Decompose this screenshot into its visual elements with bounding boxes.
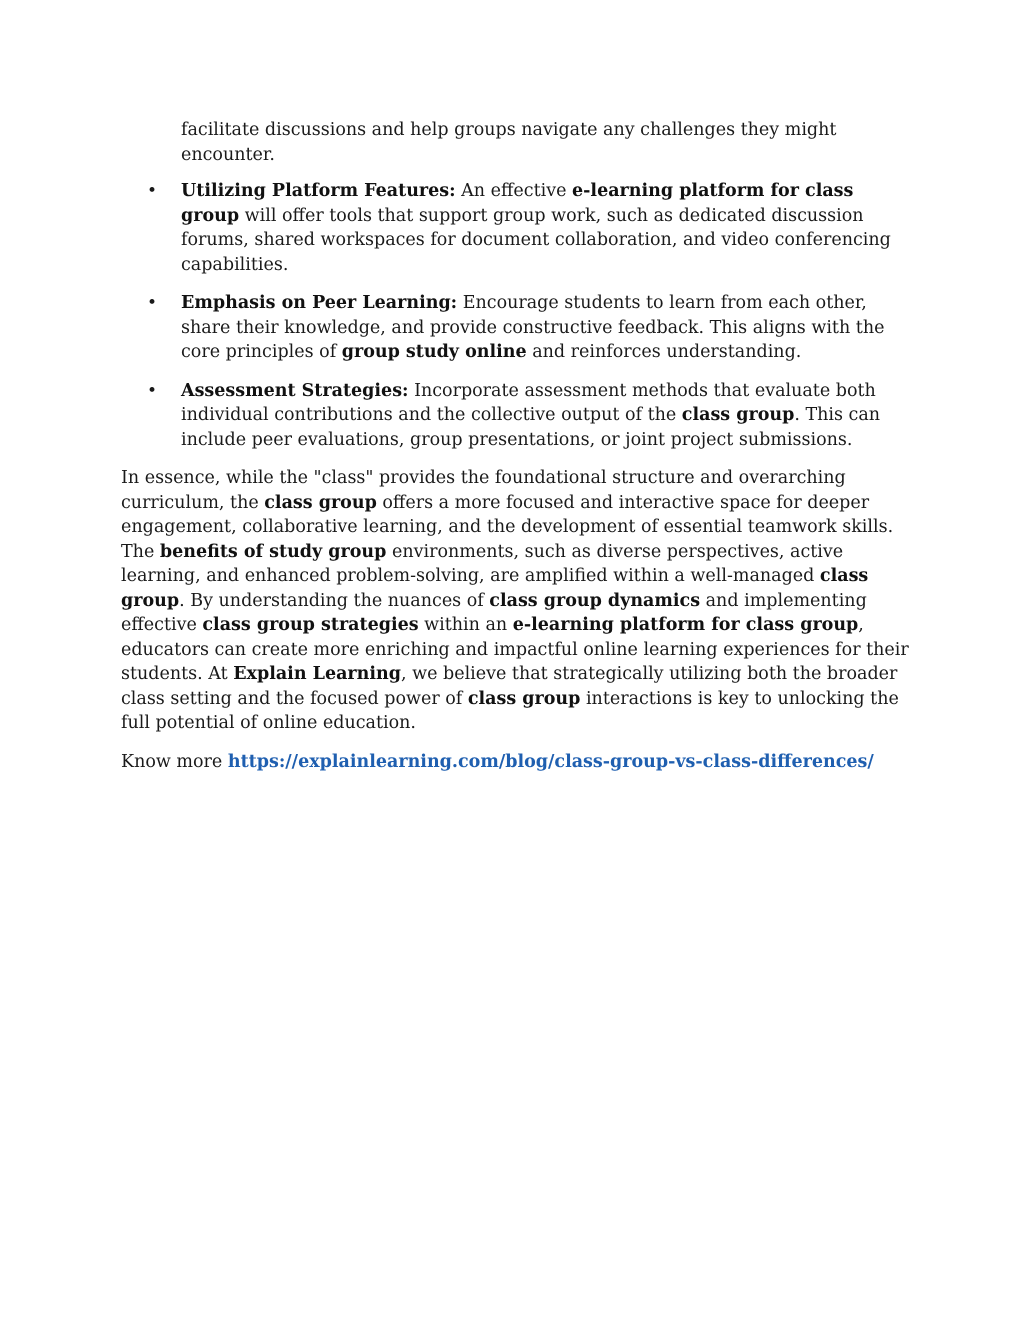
bullet-icon: • <box>147 293 158 313</box>
keyword: class group strategies <box>202 615 419 635</box>
text-run: environments, such as diverse perspectives, active learning, and enhanced problem-solving, are amplified within a well-managed <box>121 541 844 586</box>
bullet-text: Incorporate assessment methods that evaluate both individual contributions and the collective output of the <box>181 380 876 425</box>
bullet-heading: Utilizing Platform Features: <box>181 181 456 201</box>
bullet-item-platform-features <box>121 179 911 277</box>
text-run: , we believe that strategically utilizing both the broader class setting and the focused power of <box>121 664 898 709</box>
bullet-keyword: e-learning platform for class group <box>181 181 854 226</box>
bullet-text: An effective <box>455 181 573 201</box>
essence-paragraph <box>121 466 911 736</box>
bullet-item-peer-learning <box>121 291 911 365</box>
continuation-paragraph: facilitate discussions and help groups navigate any challenges they might encounter. <box>181 120 837 165</box>
text-run: and implementing effective <box>121 590 867 635</box>
keyword: class group dynamics <box>489 590 701 611</box>
keyword: e-learning platform for class group <box>512 615 859 635</box>
bullet-keyword: class group <box>681 405 795 425</box>
keyword: class group <box>121 566 869 611</box>
bullet-item-assessment <box>121 379 911 453</box>
know-more-paragraph <box>121 750 911 775</box>
keyword: class group <box>467 688 581 709</box>
keyword: benefits of study group <box>159 541 387 562</box>
keyword: class group <box>264 492 377 513</box>
text-run: offers a more focused and interactive space for deeper engagement, collaborative learning, and the development of essential teamwork skills. The <box>121 492 894 562</box>
text-run: In essence, while the "class" provides the foundational structure and overarching curriculum, the <box>121 468 846 513</box>
keyword: Explain Learning <box>233 664 401 684</box>
document-body <box>121 118 911 788</box>
text-run: , educators can create more enriching and impactful online learning experiences for their students. At <box>121 615 909 684</box>
bullet-list <box>121 179 911 452</box>
bullet-icon: • <box>147 181 158 201</box>
text-run: interactions is key to unlocking the full potential of online education. <box>121 688 899 733</box>
bullet-heading: Assessment Strategies: <box>181 380 409 401</box>
bullet-text: Encourage students to learn from each other, share their knowledge, and provide constructive feedback. This aligns with the core principles of <box>181 293 885 362</box>
bullet-keyword: group study online <box>341 342 527 362</box>
blog-link[interactable]: https://explainlearning.com/blog/class-group-vs-class-differences/ <box>227 751 874 772</box>
bullet-icon: • <box>147 380 158 401</box>
text-run: within an <box>418 615 513 635</box>
bullet-text: will offer tools that support group work, such as dedicated discussion forums, shared workspaces for document collaboration, and video conferencing capabilities. <box>181 205 891 275</box>
bullet-text: . This can include peer evaluations, group presentations, or joint project submissions. <box>181 405 881 450</box>
know-more-label: Know more <box>121 751 228 772</box>
text-run: . By understanding the nuances of <box>179 590 490 611</box>
bullet-heading: Emphasis on Peer Learning: <box>181 293 458 313</box>
bullet-text: and reinforces understanding. <box>526 342 802 362</box>
